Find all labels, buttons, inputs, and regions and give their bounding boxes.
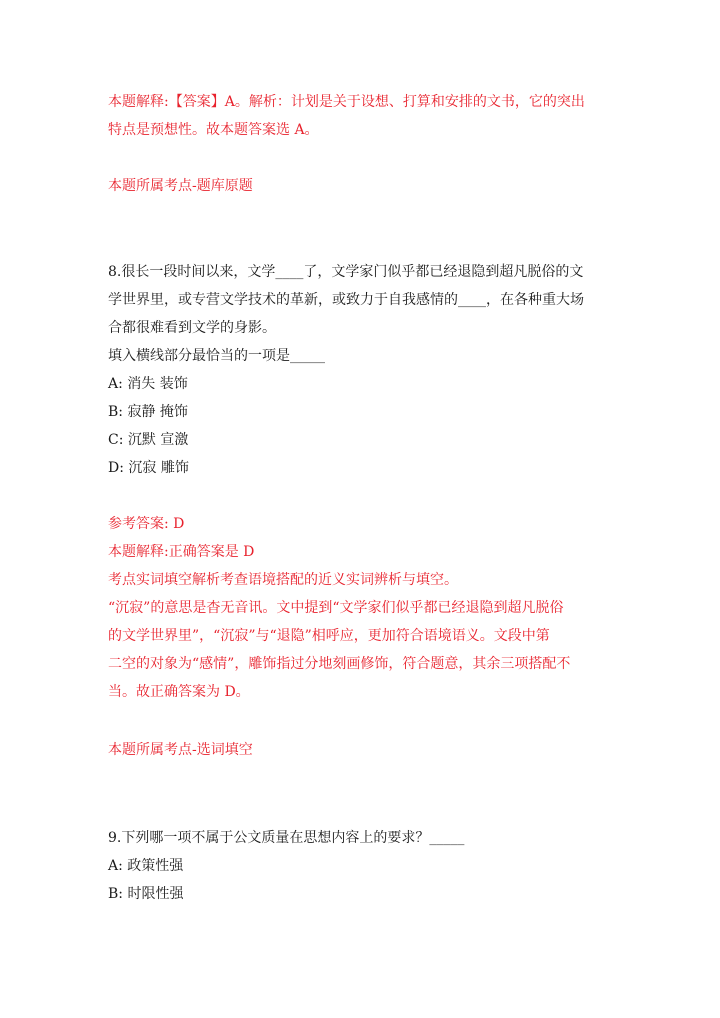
q8-stem-line-1: 8.很长一段时间以来，文学____了，文学家门似乎都已经退隐到超凡脱俗的文 — [108, 264, 584, 280]
q8-explanation-line-1: 考点实词填空解析考查语境搭配的近义实词辨析与填空。 — [108, 572, 458, 588]
q9-stem: 9.下列哪一项不属于公文质量在思想内容上的要求？_____ — [108, 830, 465, 846]
q8-option-a: A: 消失 装饰 — [108, 376, 188, 392]
q8-option-d: D: 沉寂 雕饰 — [108, 460, 189, 476]
q8-explanation-head: 本题解释:正确答案是 D — [108, 544, 255, 560]
q8-stem-line-2: 学世界里，或专营文学技术的革新，或致力于自我感情的____，在各种重大场 — [108, 292, 584, 308]
q8-explanation-line-2: “沉寂”的意思是杳无音讯。文中提到“文学家们似乎都已经退隐到超凡脱俗 — [108, 600, 564, 616]
q8-answer: 参考答案: D — [108, 516, 185, 532]
q8-explanation-line-4: 二空的对象为“感情”，雕饰指过分地刻画修饰，符合题意，其余三项搭配不 — [108, 656, 571, 672]
q8-explanation-line-5: 当。故正确答案为 D。 — [108, 684, 250, 700]
q9-option-b: B: 时限性强 — [108, 886, 184, 902]
q8-option-b: B: 寂静 掩饰 — [108, 404, 188, 420]
q7-topic: 本题所属考点-题库原题 — [108, 178, 253, 194]
q7-explanation-line-1: 本题解释:【答案】A。解析：计划是关于设想、打算和安排的文书，它的突出 — [108, 94, 585, 110]
q8-prompt: 填入横线部分最恰当的一项是_____ — [108, 348, 325, 364]
q9-option-a: A: 政策性强 — [108, 858, 184, 874]
q8-topic: 本题所属考点-选词填空 — [108, 742, 253, 758]
q7-explanation-line-2: 特点是预想性。故本题答案选 A。 — [108, 122, 319, 138]
q8-option-c: C: 沉默 宣激 — [108, 432, 189, 448]
q8-stem-line-3: 合都很难看到文学的身影。 — [108, 320, 276, 336]
q8-explanation-line-3: 的文学世界里”，“沉寂”与“退隐”相呼应，更加符合语境语义。文段中第 — [108, 628, 550, 644]
